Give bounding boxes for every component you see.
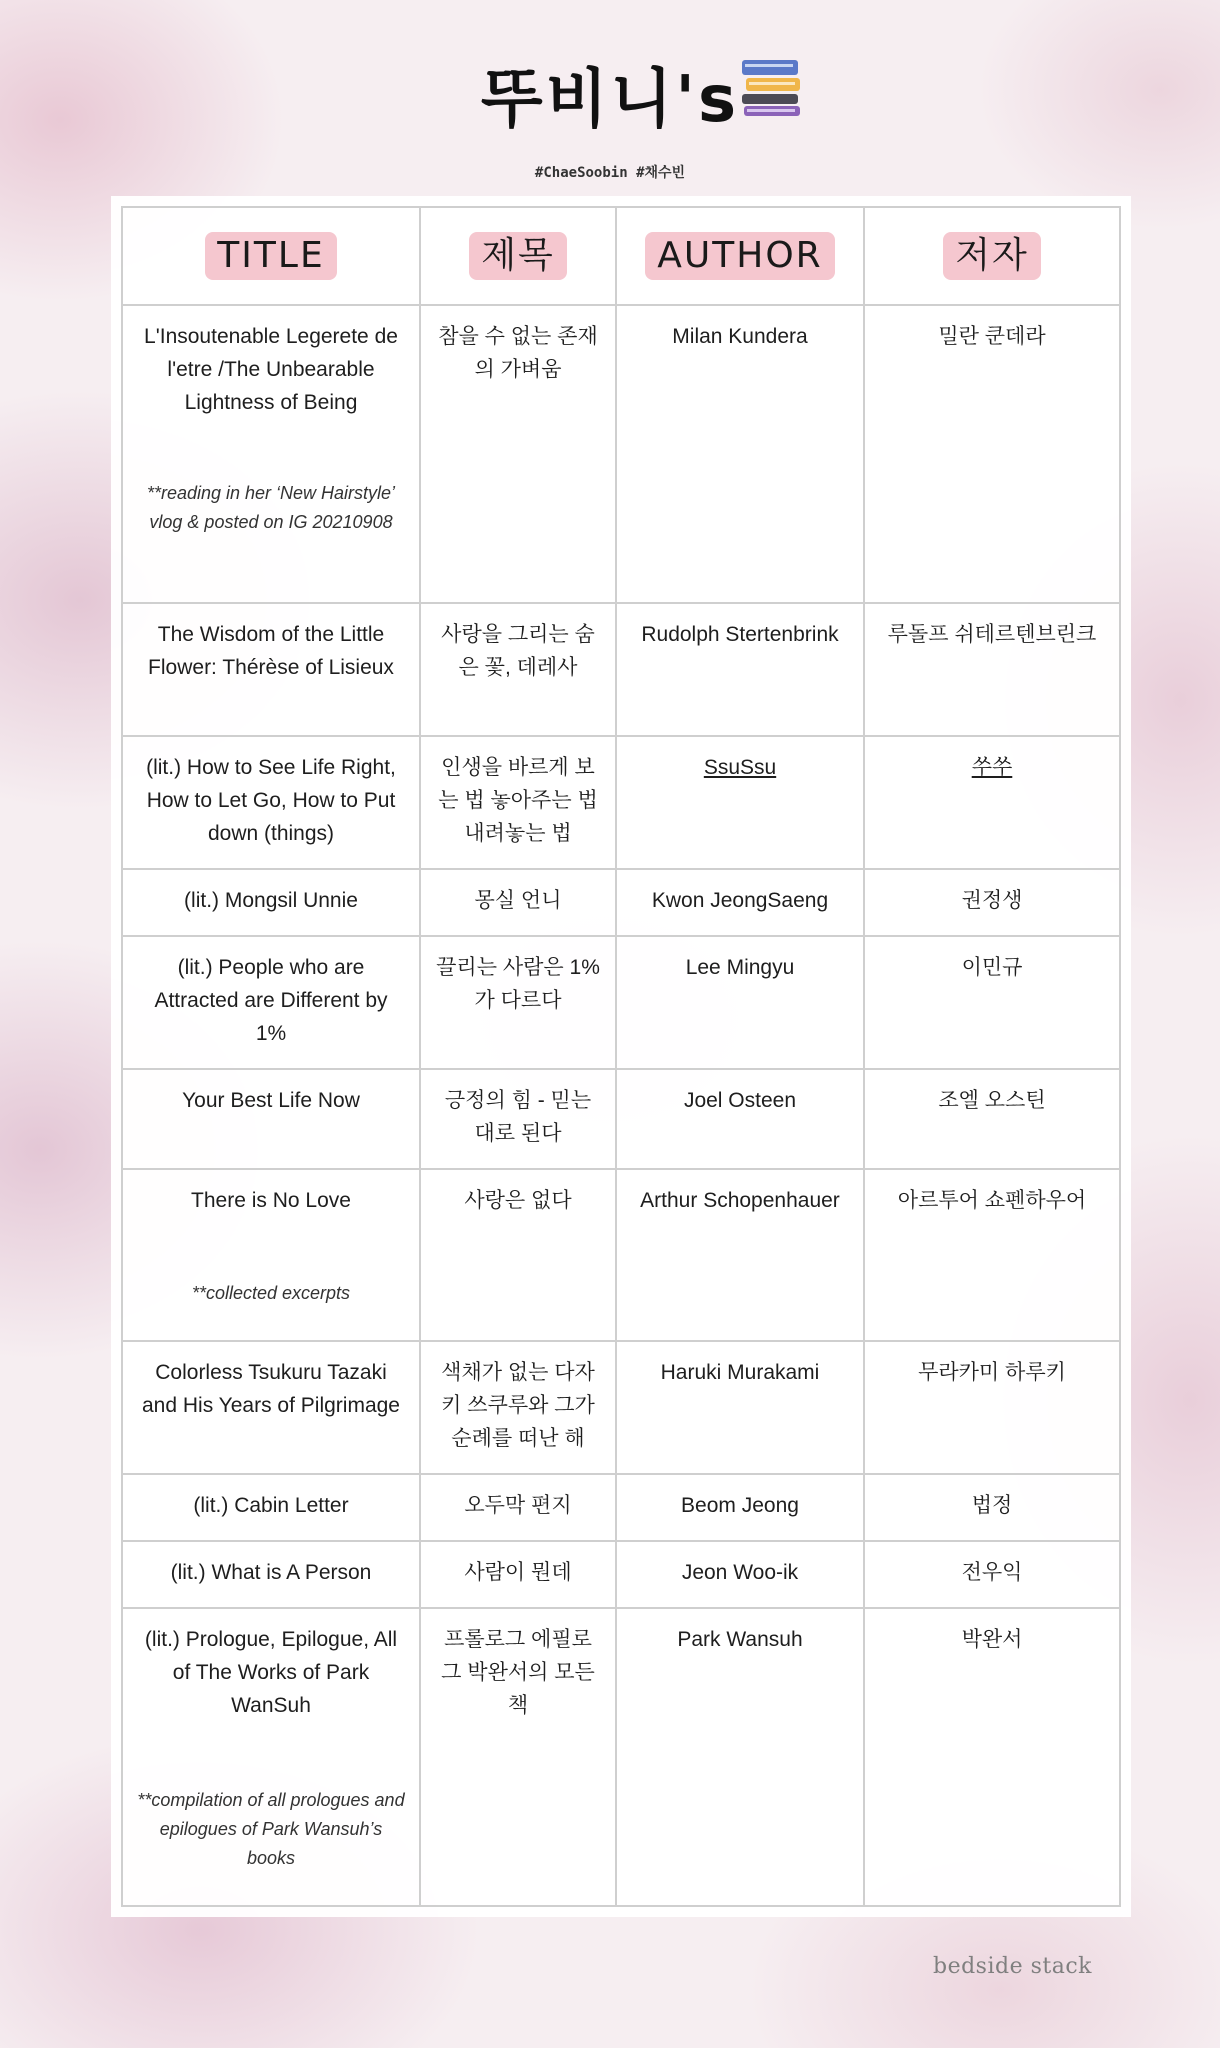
table-row xyxy=(122,1474,1120,1541)
page-title: 뚜비니's xyxy=(480,63,740,137)
table-row xyxy=(122,936,1120,1069)
title-cell: (lit.) Prologue, Epilogue, All of The Works of Park WanSuh **compilation of all prologues and epilogues of Park Wansuh’s books xyxy=(122,1608,420,1906)
author-ko-cell: 밀란 쿤데라 xyxy=(864,305,1120,603)
title-cell: Colorless Tsukuru Tazaki and His Years of Pilgrimage xyxy=(122,1341,420,1474)
table-row xyxy=(122,1541,1120,1608)
author-ko-cell: 조엘 오스틴 xyxy=(864,1069,1120,1169)
title-cell: There is No Love **collected excerpts xyxy=(122,1169,420,1341)
author-ko-cell: 법정 xyxy=(864,1474,1120,1541)
title-cell: (lit.) Mongsil Unnie xyxy=(122,869,420,936)
author-cell[interactable] xyxy=(616,736,864,869)
title-ko-cell: 프롤로그 에필로그 박완서의 모든 책 xyxy=(420,1608,616,1906)
author-cell: Arthur Schopenhauer xyxy=(616,1169,864,1341)
note: **reading in her ‘New Hairstyle’ vlog & posted on IG 20210908 xyxy=(146,483,396,532)
table-row xyxy=(122,305,1120,603)
title-ko-cell: 긍정의 힘 - 믿는 대로 된다 xyxy=(420,1069,616,1169)
author-ko-cell: 전우익 xyxy=(864,1541,1120,1608)
books-table-container xyxy=(111,196,1131,1917)
note: **compilation of all prologues and epilogues of Park Wansuh’s books xyxy=(137,1790,405,1868)
table-row xyxy=(122,603,1120,736)
books-table xyxy=(121,206,1121,1907)
header-title: TITLE xyxy=(122,207,420,305)
author-cell: Park Wansuh xyxy=(616,1608,864,1906)
author-ko-cell: 이민규 xyxy=(864,936,1120,1069)
author-cell: Rudolph Stertenbrink xyxy=(616,603,864,736)
author-ko-cell[interactable] xyxy=(864,736,1120,869)
author-ko-link[interactable]: 쑤쑤 xyxy=(971,756,1013,779)
title-cell: The Wisdom of the Little Flower: Thérèse of Lisieux xyxy=(122,603,420,736)
author-cell: Milan Kundera xyxy=(616,305,864,603)
author-link[interactable]: SsuSsu xyxy=(703,756,777,779)
author-cell: Lee Mingyu xyxy=(616,936,864,1069)
title-ko-cell: 인생을 바르게 보는 법 놓아주는 법 내려놓는 법 xyxy=(420,736,616,869)
note: **collected excerpts xyxy=(191,1283,351,1303)
title-ko-cell: 사람이 뭔데 xyxy=(420,1541,616,1608)
title-cell: (lit.) People who are Attracted are Different by 1% xyxy=(122,936,420,1069)
table-row xyxy=(122,869,1120,936)
table-row xyxy=(122,736,1120,869)
author-cell: Haruki Murakami xyxy=(616,1341,864,1474)
author-cell: Joel Osteen xyxy=(616,1069,864,1169)
title-ko-cell: 오두막 편지 xyxy=(420,1474,616,1541)
header-author-ko: 저자 xyxy=(864,207,1120,305)
table-row xyxy=(122,1608,1120,1906)
title-ko-cell: 참을 수 없는 존재의 가벼움 xyxy=(420,305,616,603)
title-ko-cell: 사랑을 그리는 숨은 꽃, 데레사 xyxy=(420,603,616,736)
table-header-row xyxy=(122,207,1120,305)
table-row xyxy=(122,1069,1120,1169)
header-title-ko: 제목 xyxy=(420,207,616,305)
title-cell: (lit.) What is A Person xyxy=(122,1541,420,1608)
title-ko-cell: 몽실 언니 xyxy=(420,869,616,936)
author-ko-cell: 무라카미 하루키 xyxy=(864,1341,1120,1474)
title-ko-cell: 끌리는 사람은 1%가 다르다 xyxy=(420,936,616,1069)
title-cell: (lit.) How to See Life Right, How to Let Go, How to Put down (things) xyxy=(122,736,420,869)
title-ko-cell: 색채가 없는 다자키 쓰쿠루와 그가 순례를 떠난 해 xyxy=(420,1341,616,1474)
author-ko-cell: 루돌프 쉬테르텐브린크 xyxy=(864,603,1120,736)
author-cell: Jeon Woo-ik xyxy=(616,1541,864,1608)
title-ko-cell: 사랑은 없다 xyxy=(420,1169,616,1341)
table-row xyxy=(122,1341,1120,1474)
title-cell: L'Insoutenable Legerete de l'etre /The Unbearable Lightness of Being **reading in her ‘New Hairstyle’ vlog & posted on IG 20210908 xyxy=(122,305,420,603)
author-ko-cell: 아르투어 쇼펜하우어 xyxy=(864,1169,1120,1341)
footer-signature: bedside stack xyxy=(932,1954,1092,1979)
author-cell: Kwon JeongSaeng xyxy=(616,869,864,936)
books-icon xyxy=(740,56,802,118)
header xyxy=(0,40,1220,190)
hashtags: #ChaeSoobin #채수빈 xyxy=(534,165,686,181)
header-author: AUTHOR xyxy=(616,207,864,305)
author-cell: Beom Jeong xyxy=(616,1474,864,1541)
author-ko-cell: 권정생 xyxy=(864,869,1120,936)
author-ko-cell: 박완서 xyxy=(864,1608,1120,1906)
table-row xyxy=(122,1169,1120,1341)
title-cell: Your Best Life Now xyxy=(122,1069,420,1169)
title-cell: (lit.) Cabin Letter xyxy=(122,1474,420,1541)
